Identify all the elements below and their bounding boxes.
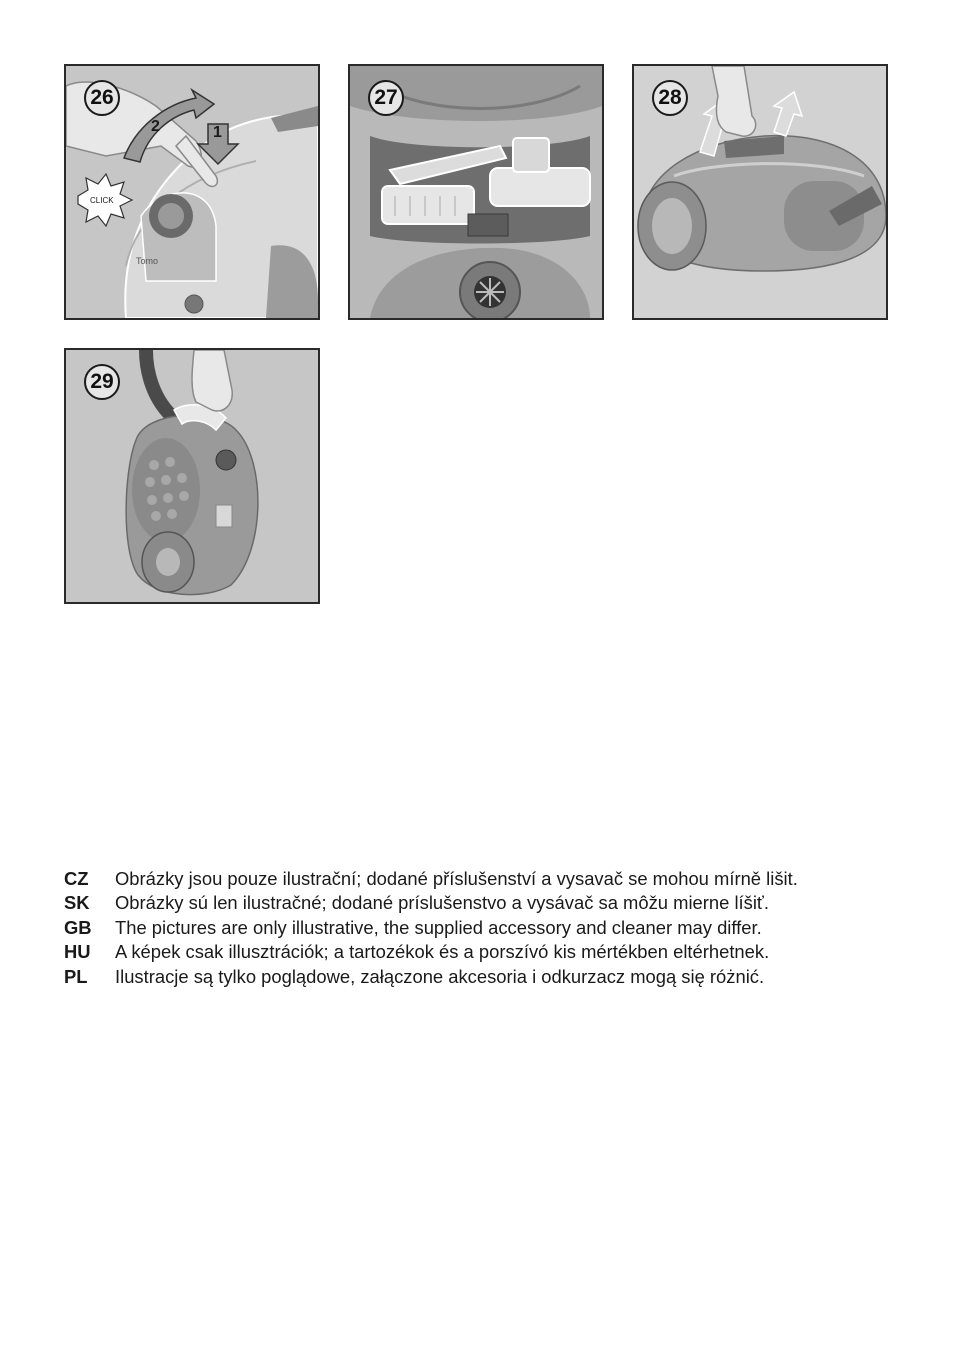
note-row [64,941,894,965]
note-text: Obrázky sú len ilustračné; dodané príslušenstvo a vysávač sa môžu mierne líšiť. [115,892,769,914]
language-code: SK [64,892,90,914]
figure-27 [348,64,604,320]
language-code: PL [64,965,88,987]
brand-logo: Tomo [136,256,159,266]
language-code: HU [64,941,91,963]
figure-number: 28 [652,80,688,116]
figure-28 [632,64,888,320]
note-text: Obrázky jsou pouze ilustrační; dodané příslušenství a vysavač se mohou mírně lišit. [115,868,798,889]
note-row [64,966,894,990]
figure-number: 26 [84,80,120,116]
note-text: A képek csak illusztrációk; a tartozékok és a porszívó kis mértékben eltérhetnek. [115,941,770,963]
language-code: GB [64,916,92,938]
disclaimer-notes [64,868,894,990]
click-label: CLICK [90,196,114,205]
figure-26 [64,64,320,320]
language-code: CZ [64,868,89,889]
note-row [64,892,894,916]
figure-number: 27 [368,80,404,116]
note-row [64,868,894,892]
arrow-1-label: 1 [213,124,222,141]
arrow-2-label: 2 [151,118,160,135]
note-row [64,917,894,941]
note-text: The pictures are only illustrative, the supplied accessory and cleaner may differ. [115,916,762,938]
figure-number: 29 [84,364,120,400]
note-text: Ilustracje są tylko poglądowe, załączone akcesoria i odkurzacz mogą się różnić. [115,965,765,987]
figure-29 [64,348,320,604]
